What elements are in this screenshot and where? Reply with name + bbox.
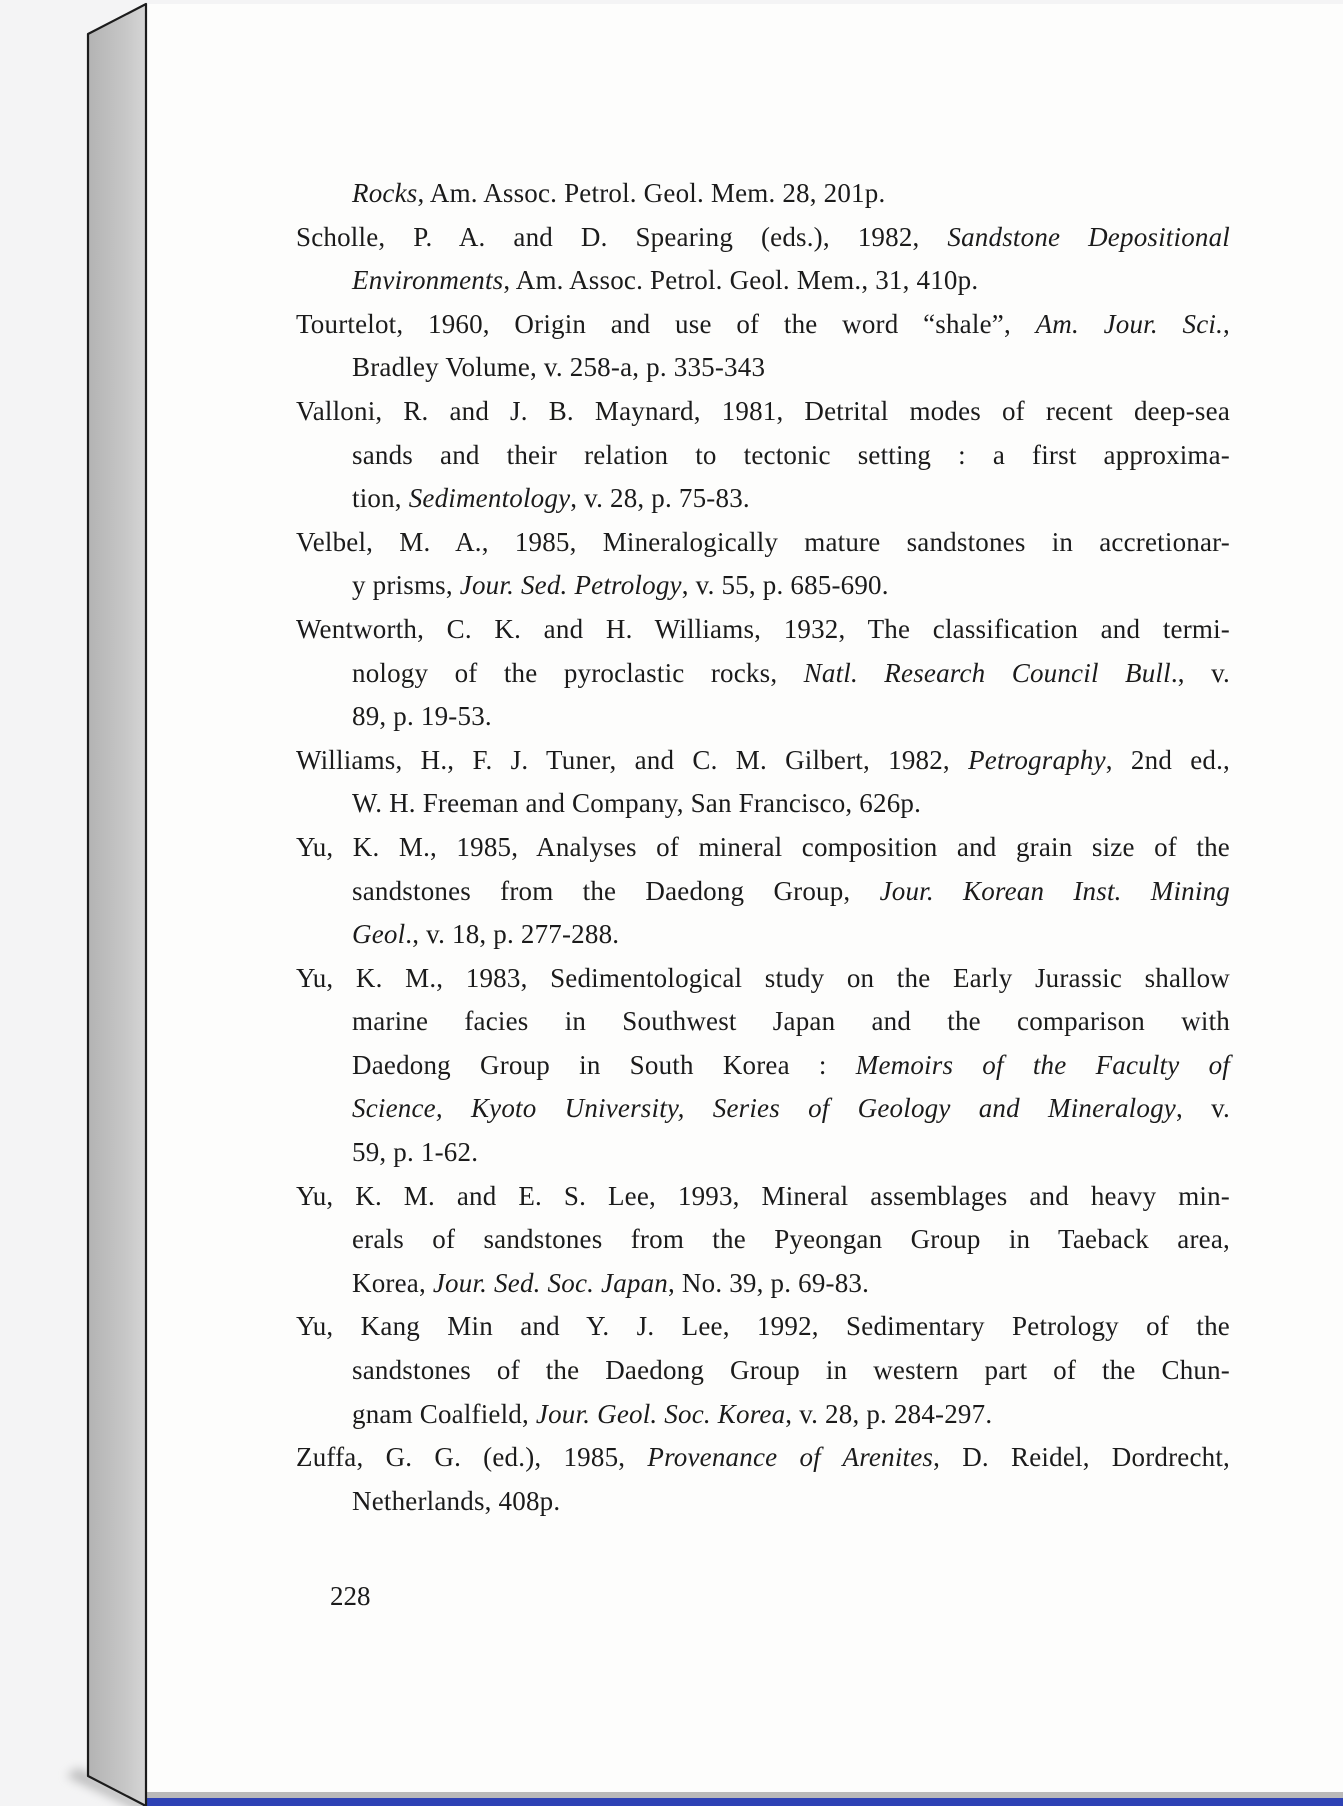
reference-line: 59, p. 1-62. — [352, 1137, 479, 1168]
reference-line: gnam Coalfield, Jour. Geol. Soc. Korea, v. 28, p. 284-297. — [352, 1398, 993, 1429]
reference-line: W. H. Freeman and Company, San Francisco, 626p. — [352, 788, 922, 819]
reference-line: Yu, Kang Min and Y. J. Lee, 1992, Sedimentary Petrology of the — [296, 1311, 1230, 1342]
reference-entry — [296, 1305, 1230, 1436]
reference-entry — [296, 172, 1230, 216]
reference-entry — [296, 1175, 1230, 1306]
reference-line: Daedong Group in South Korea : Memoirs of the Faculty of — [352, 1049, 1230, 1080]
reference-line: sandstones from the Daedong Group, Jour. Korean Inst. Mining — [352, 875, 1230, 906]
reference-line: Zuffa, G. G. (ed.), 1985, Provenance of Arenites, D. Reidel, Dordrecht, — [296, 1442, 1231, 1473]
reference-entry — [296, 739, 1230, 826]
reference-line: nology of the pyroclastic rocks, Natl. Research Council Bull., v. — [352, 657, 1231, 688]
reference-line: Yu, K. M. and E. S. Lee, 1993, Mineral assemblages and heavy min- — [296, 1180, 1230, 1211]
reference-entry — [296, 608, 1230, 739]
reference-line: erals of sandstones from the Pyeongan Group in Taeback area, — [352, 1224, 1230, 1255]
reference-line: Environments, Am. Assoc. Petrol. Geol. Mem., 31, 410p. — [352, 265, 979, 296]
reference-line: Science, Kyoto University, Series of Geology and Mineralogy, v. — [352, 1093, 1230, 1124]
reference-line: Scholle, P. A. and D. Spearing (eds.), 1982, Sandstone Depositional — [296, 221, 1231, 252]
reference-line: 89, p. 19-53. — [352, 701, 492, 732]
reference-entry — [296, 521, 1230, 608]
reference-entry — [296, 957, 1230, 1175]
book-spine — [88, 4, 146, 1806]
reference-line: Yu, K. M., 1983, Sedimentological study on the Early Jurassic shallow — [296, 962, 1230, 993]
reference-line: Valloni, R. and J. B. Maynard, 1981, Detrital modes of recent deep-sea — [296, 395, 1230, 426]
reference-line: Netherlands, 408p. — [352, 1485, 561, 1516]
reference-line: y prisms, Jour. Sed. Petrology, v. 55, p. 685-690. — [352, 570, 889, 601]
reference-line: marine facies in Southwest Japan and the comparison with — [352, 1006, 1230, 1037]
reference-entry — [296, 390, 1230, 521]
reference-line: Yu, K. M., 1985, Analyses of mineral composition and grain size of the — [296, 831, 1230, 862]
reference-line: sands and their relation to tectonic setting : a first approxima- — [352, 439, 1230, 470]
reference-line: Velbel, M. A., 1985, Mineralogically mature sandstones in accretionar- — [296, 526, 1230, 557]
reference-entry — [296, 1436, 1230, 1523]
reference-line: sandstones of the Daedong Group in western part of the Chun- — [352, 1355, 1230, 1386]
reference-entry — [296, 216, 1230, 303]
reference-line: Wentworth, C. K. and H. Williams, 1932, The classification and termi- — [296, 613, 1230, 644]
reference-line: Bradley Volume, v. 258-a, p. 335-343 — [352, 352, 766, 383]
page-number: 228 — [330, 1581, 371, 1611]
reference-entry — [296, 826, 1230, 957]
references-list — [296, 172, 1230, 1523]
reference-line: tion, Sedimentology, v. 28, p. 75-83. — [352, 483, 750, 514]
reference-line: Korea, Jour. Sed. Soc. Japan, No. 39, p. 69-83. — [352, 1267, 870, 1298]
reference-line: Rocks, Am. Assoc. Petrol. Geol. Mem. 28, 201p. — [352, 178, 886, 208]
reference-line: Tourtelot, 1960, Origin and use of the word “shale”, Am. Jour. Sci., — [296, 308, 1230, 339]
reference-line: Williams, H., F. J. Tuner, and C. M. Gilbert, 1982, Petrography, 2nd ed., — [296, 744, 1230, 775]
reference-line: Geol., v. 18, p. 277-288. — [352, 919, 620, 950]
reference-entry — [296, 303, 1230, 390]
